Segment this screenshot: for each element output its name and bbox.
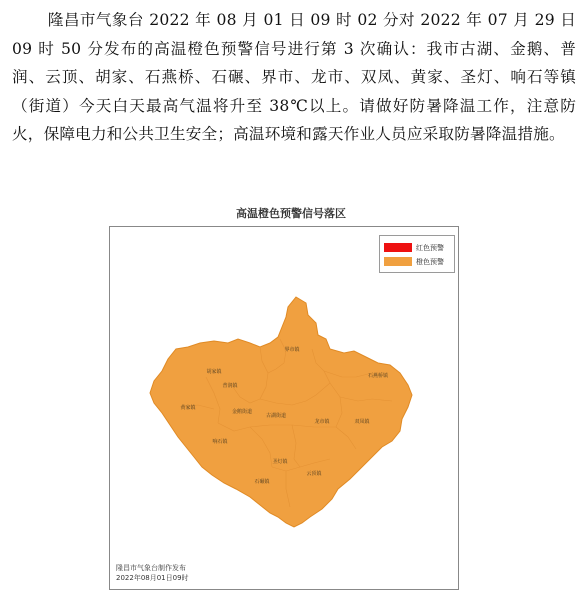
region-outline	[150, 297, 412, 527]
red-swatch	[384, 243, 412, 252]
town-label: 龙市镇	[314, 419, 330, 425]
town-label: 黄家镇	[180, 405, 196, 411]
map-title: 高温橙色预警信号落区	[236, 207, 346, 220]
legend-label-red: 红色预警	[416, 243, 444, 252]
town-label: 胡家镇	[206, 369, 222, 375]
warning-notice-text: 隆昌市气象台 2022 年 08 月 01 日 09 时 02 分对 2022 年 07 月 29 日 09 时 50 分发布的高温橙色预警信号进行第 3 次确认：我市古湖、金鹅、普润、云顶、胡家、石燕桥、石碾、界市、龙市、双凤、黄家、圣灯、响石等镇（街道）今天白天最高气温将升至 38℃以上。请做好防暑降温工作，注意防火，保障电力和公共卫生安全；高温环境和露天作业人员应采取防暑降温措施。	[12, 11, 576, 144]
footer-time: 2022年08月01日09时	[116, 574, 189, 582]
footer-issuer: 隆昌市气象台制作发布	[116, 564, 186, 572]
warning-region	[150, 297, 412, 527]
legend-label-orange: 橙色预警	[416, 257, 444, 266]
legend-item-orange	[384, 256, 444, 267]
map-panel	[109, 226, 459, 590]
town-label: 双凤镇	[354, 419, 370, 425]
legend-item-red	[384, 242, 444, 253]
region-map	[110, 227, 458, 589]
town-label: 石碾镇	[254, 479, 270, 485]
town-label: 古湖街道	[265, 413, 287, 419]
map-legend	[379, 235, 455, 273]
town-label: 石燕桥镇	[367, 373, 389, 379]
town-label: 金鹅街道	[231, 409, 253, 415]
town-label: 圣灯镇	[272, 459, 288, 465]
map-footer	[116, 563, 189, 583]
orange-swatch	[384, 257, 412, 266]
town-label: 普润镇	[222, 383, 238, 389]
town-label: 云顶镇	[306, 471, 322, 477]
town-label: 界市镇	[284, 347, 300, 353]
town-label: 响石镇	[212, 439, 228, 445]
